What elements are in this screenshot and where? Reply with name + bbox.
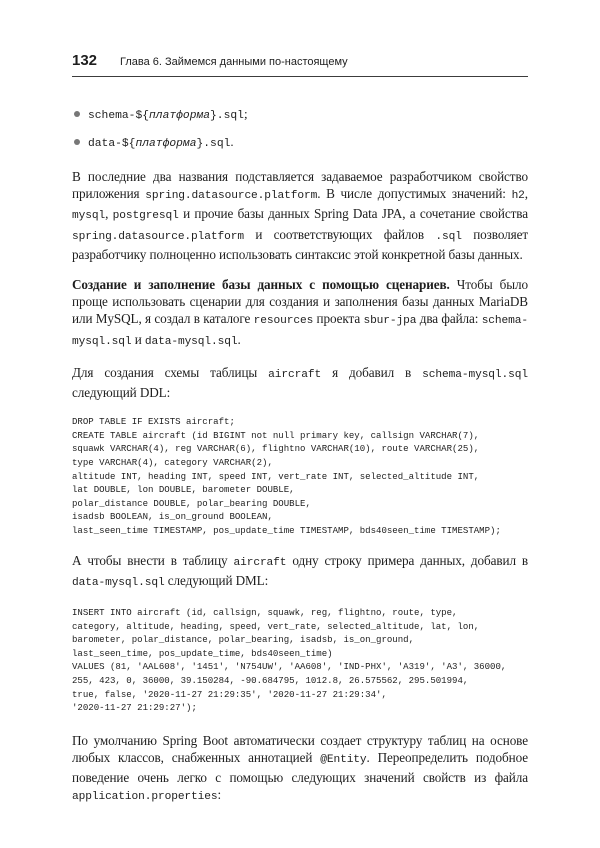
chapter-title: Глава 6. Займемся данными по-настоящему xyxy=(120,56,348,68)
paragraph-platform-property: В последние два названия подставляется задаваемое разработчиком свойство приложения spring.datasource.platform. В числе допустимых значений: h2, mysql, postgresql и прочие базы данных Spring Data JPA, а сочетание свойства spring.datasource.platform и соответствующих файлов .sql позволяет разработчику полноценно использовать синтаксис этой конкретной базы данных. xyxy=(72,169,528,262)
paragraph-scripts: Создание и заполнение базы данных с помощью сценариев. Чтобы было проще использовать сценарии для создания и заполнения базы данных MariaDB или MySQL, я создал в каталоге resources проекта sbur-jpa два файла: schema-mysql.sql и data-mysql.sql. xyxy=(72,277,529,348)
page-number: 132 xyxy=(72,52,98,69)
header-rule xyxy=(72,76,528,77)
list-item: data-${платформа}.sql. xyxy=(72,132,528,154)
page-body xyxy=(72,100,528,807)
section-run-in-heading: Создание и заполнение базы данных с помощью сценариев. xyxy=(72,277,450,293)
list-item: schema-${платформа}.sql; xyxy=(72,104,528,126)
paragraph-entity-default: По умолчанию Spring Boot автоматически создает структуру таблиц на основе любых классов, снабженных аннотацией @Entity. Переопределить подобное поведение очень легко с помощью следующих значений свойств из файла application.properties: xyxy=(72,732,528,804)
bullet-list xyxy=(72,104,528,154)
dml-code-block: INSERT INTO aircraft (id, callsign, squawk, reg, flightno, route, type, category, altitude, heading, speed, vert_rate, selected_altitude, lat, lon, barometer, polar_distance, polar_bearing, isadsb, is_on_ground, last_seen_time, pos_update_time, bds40seen_time) VALUES (81, 'AAL608', '1451', 'N754UW', 'AA608', 'IND-PHX', 'A319', 'A3', 36000, 255, 423, 0, 36000, 39.150284, -90.684795, 1012.8, 26.575562, 295.501994, true, false, '2020-11-27 21:29:35', '2020-11-27 21:29:34', '2020-11-27 21:29:27'); xyxy=(72,606,507,714)
running-header xyxy=(72,52,528,69)
paragraph-dml-intro: А чтобы внести в таблицу aircraft одну строку примера данных, добавил в data-mysql.sql следующий DML: xyxy=(72,552,528,589)
paragraph-ddl-intro: Для создания схемы таблицы aircraft я добавил в schema-mysql.sql следующий DDL: xyxy=(72,364,528,401)
ddl-code-block: DROP TABLE IF EXISTS aircraft; CREATE TABLE aircraft (id BIGINT not null primary key, callsign VARCHAR(7), squawk VARCHAR(4), reg VARCHAR(6), flightno VARCHAR(10), route VARCHAR(25), type VARCHAR(4), category VARCHAR(2), altitude INT, heading INT, speed INT, vert_rate INT, selected_altitude INT, lat DOUBLE, lon DOUBLE, barometer DOUBLE, polar_distance DOUBLE, polar_bearing DOUBLE, isadsb BOOLEAN, is_on_ground BOOLEAN, last_seen_time TIMESTAMP, pos_update_time TIMESTAMP, bds40seen_time TIMESTAMP); xyxy=(72,416,501,536)
